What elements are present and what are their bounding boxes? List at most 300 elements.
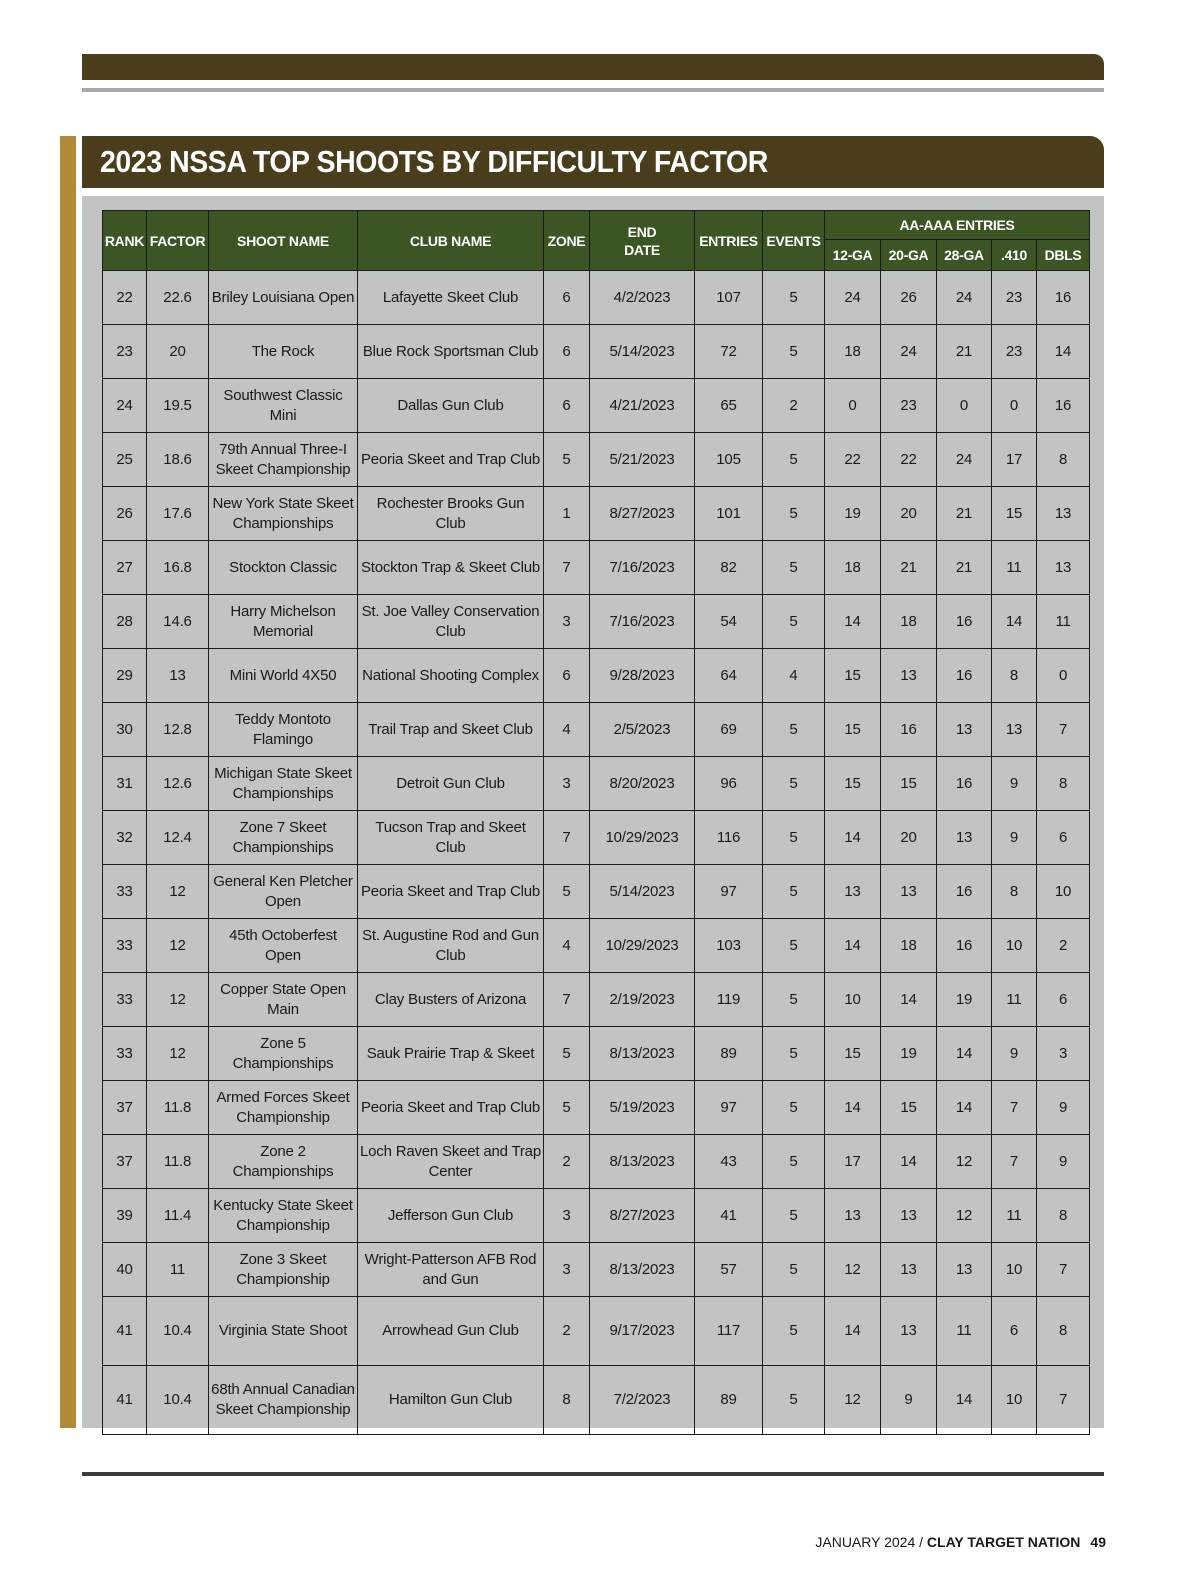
- cell-shoot-name: The Rock: [209, 325, 358, 379]
- cell-shoot-name: Copper State Open Main: [209, 973, 358, 1027]
- cell-410: 9: [992, 1027, 1037, 1081]
- cell-zone: 6: [544, 271, 590, 325]
- cell-dbls: 7: [1037, 1243, 1090, 1297]
- header-410: .410: [992, 240, 1037, 271]
- cell-factor: 11.4: [147, 1189, 209, 1243]
- cell-events: 5: [763, 919, 825, 973]
- cell-dbls: 8: [1037, 433, 1090, 487]
- cell-club-name: Lafayette Skeet Club: [358, 271, 544, 325]
- cell-410: 10: [992, 919, 1037, 973]
- cell-end-date: 5/21/2023: [590, 433, 695, 487]
- header-end-date-line2: DATE: [624, 241, 660, 258]
- cell-20-ga: 20: [881, 487, 937, 541]
- cell-rank: 40: [103, 1243, 147, 1297]
- cell-club-name: Rochester Brooks Gun Club: [358, 487, 544, 541]
- cell-dbls: 9: [1037, 1135, 1090, 1189]
- cell-12-ga: 13: [825, 1189, 881, 1243]
- cell-events: 5: [763, 703, 825, 757]
- cell-entries: 97: [695, 1081, 763, 1135]
- cell-factor: 12: [147, 865, 209, 919]
- cell-28-ga: 13: [937, 811, 992, 865]
- cell-shoot-name: Mini World 4X50: [209, 649, 358, 703]
- cell-club-name: National Shooting Complex: [358, 649, 544, 703]
- cell-shoot-name: Harry Michelson Memorial: [209, 595, 358, 649]
- cell-410: 7: [992, 1081, 1037, 1135]
- cell-dbls: 8: [1037, 1189, 1090, 1243]
- cell-410: 11: [992, 973, 1037, 1027]
- table-row: [103, 703, 1090, 757]
- cell-entries: 41: [695, 1189, 763, 1243]
- cell-410: 0: [992, 379, 1037, 433]
- cell-zone: 5: [544, 1027, 590, 1081]
- cell-410: 7: [992, 1135, 1037, 1189]
- cell-dbls: 16: [1037, 379, 1090, 433]
- side-accent-bar: [60, 136, 76, 1428]
- cell-entries: 57: [695, 1243, 763, 1297]
- cell-entries: 89: [695, 1027, 763, 1081]
- cell-shoot-name: Zone 2 Championships: [209, 1135, 358, 1189]
- cell-20-ga: 22: [881, 433, 937, 487]
- cell-factor: 22.6: [147, 271, 209, 325]
- cell-factor: 11.8: [147, 1081, 209, 1135]
- cell-entries: 105: [695, 433, 763, 487]
- header-shoot-name: SHOOT NAME: [209, 211, 358, 271]
- cell-entries: 82: [695, 541, 763, 595]
- cell-end-date: 7/16/2023: [590, 541, 695, 595]
- table-row: [103, 595, 1090, 649]
- cell-28-ga: 16: [937, 595, 992, 649]
- cell-entries: 107: [695, 271, 763, 325]
- header-12-ga: 12-GA: [825, 240, 881, 271]
- cell-28-ga: 16: [937, 757, 992, 811]
- cell-rank: 33: [103, 865, 147, 919]
- cell-28-ga: 13: [937, 703, 992, 757]
- cell-shoot-name: New York State Skeet Championships: [209, 487, 358, 541]
- cell-factor: 12.6: [147, 757, 209, 811]
- cell-entries: 64: [695, 649, 763, 703]
- cell-20-ga: 18: [881, 595, 937, 649]
- header-entries: ENTRIES: [695, 211, 763, 271]
- cell-28-ga: 21: [937, 325, 992, 379]
- cell-rank: 32: [103, 811, 147, 865]
- cell-zone: 3: [544, 1189, 590, 1243]
- cell-zone: 7: [544, 541, 590, 595]
- table-row: [103, 973, 1090, 1027]
- cell-12-ga: 10: [825, 973, 881, 1027]
- cell-rank: 26: [103, 487, 147, 541]
- cell-dbls: 9: [1037, 1081, 1090, 1135]
- cell-dbls: 7: [1037, 703, 1090, 757]
- cell-dbls: 6: [1037, 811, 1090, 865]
- cell-28-ga: 24: [937, 271, 992, 325]
- cell-20-ga: 26: [881, 271, 937, 325]
- cell-410: 23: [992, 325, 1037, 379]
- cell-club-name: Loch Raven Skeet and Trap Center: [358, 1135, 544, 1189]
- cell-zone: 7: [544, 811, 590, 865]
- cell-rank: 27: [103, 541, 147, 595]
- cell-shoot-name: General Ken Pletcher Open: [209, 865, 358, 919]
- cell-12-ga: 17: [825, 1135, 881, 1189]
- cell-28-ga: 12: [937, 1189, 992, 1243]
- cell-zone: 5: [544, 433, 590, 487]
- cell-rank: 29: [103, 649, 147, 703]
- table-row: [103, 433, 1090, 487]
- cell-12-ga: 15: [825, 757, 881, 811]
- cell-club-name: Peoria Skeet and Trap Club: [358, 865, 544, 919]
- cell-28-ga: 21: [937, 487, 992, 541]
- footer-issue: JANUARY 2024 /: [815, 1534, 927, 1550]
- cell-rank: 33: [103, 919, 147, 973]
- table-row: [103, 1243, 1090, 1297]
- cell-zone: 6: [544, 649, 590, 703]
- cell-shoot-name: Zone 7 Skeet Championships: [209, 811, 358, 865]
- cell-12-ga: 13: [825, 865, 881, 919]
- cell-club-name: Clay Busters of Arizona: [358, 973, 544, 1027]
- table-row: [103, 325, 1090, 379]
- cell-12-ga: 14: [825, 1297, 881, 1366]
- cell-20-ga: 13: [881, 1297, 937, 1366]
- cell-dbls: 11: [1037, 595, 1090, 649]
- table-row: [103, 271, 1090, 325]
- cell-20-ga: 18: [881, 919, 937, 973]
- cell-410: 9: [992, 811, 1037, 865]
- cell-shoot-name: Southwest Classic Mini: [209, 379, 358, 433]
- cell-shoot-name: Teddy Montoto Flamingo: [209, 703, 358, 757]
- cell-410: 11: [992, 1189, 1037, 1243]
- cell-20-ga: 13: [881, 1189, 937, 1243]
- header-end-date: [590, 211, 695, 271]
- cell-shoot-name: Armed Forces Skeet Championship: [209, 1081, 358, 1135]
- cell-rank: 33: [103, 973, 147, 1027]
- cell-events: 2: [763, 379, 825, 433]
- header-aa-aaa-entries: AA-AAA ENTRIES: [825, 211, 1090, 240]
- cell-end-date: 8/13/2023: [590, 1135, 695, 1189]
- table-row: [103, 811, 1090, 865]
- cell-dbls: 2: [1037, 919, 1090, 973]
- cell-20-ga: 20: [881, 811, 937, 865]
- cell-end-date: 2/19/2023: [590, 973, 695, 1027]
- cell-dbls: 13: [1037, 541, 1090, 595]
- cell-zone: 7: [544, 973, 590, 1027]
- table-row: [103, 649, 1090, 703]
- header-factor: FACTOR: [147, 211, 209, 271]
- cell-410: 6: [992, 1297, 1037, 1366]
- cell-end-date: 9/17/2023: [590, 1297, 695, 1366]
- cell-20-ga: 23: [881, 379, 937, 433]
- cell-club-name: St. Joe Valley Conservation Club: [358, 595, 544, 649]
- cell-12-ga: 22: [825, 433, 881, 487]
- page-number: 49: [1090, 1534, 1106, 1550]
- cell-zone: 2: [544, 1135, 590, 1189]
- cell-entries: 72: [695, 325, 763, 379]
- cell-end-date: 4/21/2023: [590, 379, 695, 433]
- cell-rank: 37: [103, 1081, 147, 1135]
- cell-end-date: 8/27/2023: [590, 1189, 695, 1243]
- cell-12-ga: 14: [825, 1081, 881, 1135]
- cell-end-date: 10/29/2023: [590, 919, 695, 973]
- cell-events: 5: [763, 1297, 825, 1366]
- cell-club-name: Blue Rock Sportsman Club: [358, 325, 544, 379]
- cell-club-name: Dallas Gun Club: [358, 379, 544, 433]
- cell-dbls: 7: [1037, 1366, 1090, 1435]
- cell-entries: 69: [695, 703, 763, 757]
- cell-28-ga: 14: [937, 1081, 992, 1135]
- table-row: [103, 1189, 1090, 1243]
- cell-20-ga: 9: [881, 1366, 937, 1435]
- cell-zone: 3: [544, 1243, 590, 1297]
- title-banner: [82, 136, 1104, 188]
- cell-20-ga: 15: [881, 1081, 937, 1135]
- cell-events: 5: [763, 1189, 825, 1243]
- bottom-rule: [82, 1472, 1104, 1476]
- cell-entries: 116: [695, 811, 763, 865]
- table-row: [103, 757, 1090, 811]
- cell-end-date: 5/14/2023: [590, 865, 695, 919]
- cell-zone: 6: [544, 379, 590, 433]
- cell-12-ga: 18: [825, 541, 881, 595]
- cell-20-ga: 13: [881, 865, 937, 919]
- cell-events: 5: [763, 271, 825, 325]
- cell-events: 4: [763, 649, 825, 703]
- cell-410: 14: [992, 595, 1037, 649]
- cell-factor: 19.5: [147, 379, 209, 433]
- cell-end-date: 10/29/2023: [590, 811, 695, 865]
- cell-entries: 96: [695, 757, 763, 811]
- cell-end-date: 7/16/2023: [590, 595, 695, 649]
- table-row: [103, 1297, 1090, 1366]
- table-row: [103, 1135, 1090, 1189]
- table-body: [103, 271, 1090, 1435]
- cell-410: 15: [992, 487, 1037, 541]
- cell-dbls: 13: [1037, 487, 1090, 541]
- cell-zone: 5: [544, 1081, 590, 1135]
- cell-410: 10: [992, 1243, 1037, 1297]
- cell-dbls: 8: [1037, 1297, 1090, 1366]
- cell-rank: 23: [103, 325, 147, 379]
- cell-entries: 103: [695, 919, 763, 973]
- table-row: [103, 541, 1090, 595]
- cell-end-date: 7/2/2023: [590, 1366, 695, 1435]
- header-end-date-line1: END: [627, 223, 657, 240]
- cell-shoot-name: 79th Annual Three-I Skeet Championship: [209, 433, 358, 487]
- top-decorative-bar: [82, 54, 1104, 80]
- cell-28-ga: 16: [937, 649, 992, 703]
- cell-12-ga: 14: [825, 595, 881, 649]
- cell-rank: 33: [103, 1027, 147, 1081]
- cell-20-ga: 19: [881, 1027, 937, 1081]
- cell-entries: 54: [695, 595, 763, 649]
- header-events: EVENTS: [763, 211, 825, 271]
- cell-zone: 3: [544, 757, 590, 811]
- cell-end-date: 9/28/2023: [590, 649, 695, 703]
- cell-club-name: Hamilton Gun Club: [358, 1366, 544, 1435]
- cell-entries: 89: [695, 1366, 763, 1435]
- top-rule: [82, 88, 1104, 92]
- cell-28-ga: 12: [937, 1135, 992, 1189]
- cell-shoot-name: Kentucky State Skeet Championship: [209, 1189, 358, 1243]
- cell-410: 23: [992, 271, 1037, 325]
- cell-12-ga: 24: [825, 271, 881, 325]
- cell-rank: 37: [103, 1135, 147, 1189]
- cell-410: 8: [992, 649, 1037, 703]
- cell-events: 5: [763, 757, 825, 811]
- cell-factor: 11.8: [147, 1135, 209, 1189]
- cell-12-ga: 15: [825, 649, 881, 703]
- cell-shoot-name: Stockton Classic: [209, 541, 358, 595]
- cell-410: 10: [992, 1366, 1037, 1435]
- cell-12-ga: 15: [825, 1027, 881, 1081]
- cell-factor: 11: [147, 1243, 209, 1297]
- cell-410: 11: [992, 541, 1037, 595]
- cell-zone: 4: [544, 919, 590, 973]
- header-20-ga: 20-GA: [881, 240, 937, 271]
- footer-magazine: CLAY TARGET NATION: [926, 1534, 1081, 1550]
- cell-club-name: Jefferson Gun Club: [358, 1189, 544, 1243]
- cell-28-ga: 16: [937, 919, 992, 973]
- cell-factor: 20: [147, 325, 209, 379]
- cell-end-date: 8/13/2023: [590, 1027, 695, 1081]
- cell-factor: 12.8: [147, 703, 209, 757]
- cell-28-ga: 11: [937, 1297, 992, 1366]
- cell-entries: 101: [695, 487, 763, 541]
- cell-events: 5: [763, 865, 825, 919]
- table-row: [103, 379, 1090, 433]
- cell-rank: 41: [103, 1297, 147, 1366]
- cell-zone: 1: [544, 487, 590, 541]
- cell-events: 5: [763, 541, 825, 595]
- cell-club-name: Arrowhead Gun Club: [358, 1297, 544, 1366]
- header-rank: RANK: [103, 211, 147, 271]
- cell-events: 5: [763, 433, 825, 487]
- cell-entries: 65: [695, 379, 763, 433]
- cell-dbls: 3: [1037, 1027, 1090, 1081]
- cell-entries: 119: [695, 973, 763, 1027]
- cell-entries: 97: [695, 865, 763, 919]
- cell-12-ga: 12: [825, 1243, 881, 1297]
- cell-club-name: Tucson Trap and Skeet Club: [358, 811, 544, 865]
- cell-20-ga: 15: [881, 757, 937, 811]
- table-row: [103, 865, 1090, 919]
- cell-end-date: 5/14/2023: [590, 325, 695, 379]
- cell-factor: 12.4: [147, 811, 209, 865]
- cell-factor: 12: [147, 973, 209, 1027]
- cell-events: 5: [763, 1081, 825, 1135]
- table-row: [103, 1027, 1090, 1081]
- cell-28-ga: 13: [937, 1243, 992, 1297]
- cell-club-name: Sauk Prairie Trap & Skeet: [358, 1027, 544, 1081]
- cell-club-name: St. Augustine Rod and Gun Club: [358, 919, 544, 973]
- cell-factor: 17.6: [147, 487, 209, 541]
- cell-end-date: 4/2/2023: [590, 271, 695, 325]
- cell-zone: 2: [544, 1297, 590, 1366]
- cell-28-ga: 21: [937, 541, 992, 595]
- cell-entries: 43: [695, 1135, 763, 1189]
- cell-12-ga: 15: [825, 703, 881, 757]
- cell-410: 13: [992, 703, 1037, 757]
- cell-12-ga: 14: [825, 811, 881, 865]
- cell-12-ga: 18: [825, 325, 881, 379]
- table-row: [103, 1081, 1090, 1135]
- cell-events: 5: [763, 1027, 825, 1081]
- cell-dbls: 14: [1037, 325, 1090, 379]
- cell-12-ga: 12: [825, 1366, 881, 1435]
- cell-factor: 14.6: [147, 595, 209, 649]
- cell-12-ga: 14: [825, 919, 881, 973]
- cell-20-ga: 21: [881, 541, 937, 595]
- cell-zone: 3: [544, 595, 590, 649]
- page-footer: [815, 1534, 1106, 1550]
- cell-events: 5: [763, 325, 825, 379]
- table-row: [103, 1366, 1090, 1435]
- cell-dbls: 8: [1037, 757, 1090, 811]
- cell-20-ga: 14: [881, 1135, 937, 1189]
- cell-end-date: 8/13/2023: [590, 1243, 695, 1297]
- cell-rank: 31: [103, 757, 147, 811]
- cell-410: 8: [992, 865, 1037, 919]
- cell-club-name: Peoria Skeet and Trap Club: [358, 433, 544, 487]
- cell-factor: 13: [147, 649, 209, 703]
- cell-events: 5: [763, 1366, 825, 1435]
- cell-factor: 12: [147, 919, 209, 973]
- cell-dbls: 6: [1037, 973, 1090, 1027]
- shoots-table: [102, 210, 1090, 1435]
- header-club-name: CLUB NAME: [358, 211, 544, 271]
- cell-rank: 41: [103, 1366, 147, 1435]
- cell-20-ga: 24: [881, 325, 937, 379]
- cell-28-ga: 16: [937, 865, 992, 919]
- cell-20-ga: 13: [881, 1243, 937, 1297]
- cell-zone: 8: [544, 1366, 590, 1435]
- cell-28-ga: 19: [937, 973, 992, 1027]
- cell-factor: 10.4: [147, 1297, 209, 1366]
- cell-entries: 117: [695, 1297, 763, 1366]
- cell-factor: 12: [147, 1027, 209, 1081]
- cell-club-name: Stockton Trap & Skeet Club: [358, 541, 544, 595]
- table-panel: [82, 196, 1104, 1428]
- cell-dbls: 16: [1037, 271, 1090, 325]
- cell-factor: 16.8: [147, 541, 209, 595]
- cell-shoot-name: 45th Octoberfest Open: [209, 919, 358, 973]
- cell-20-ga: 14: [881, 973, 937, 1027]
- cell-28-ga: 0: [937, 379, 992, 433]
- cell-rank: 25: [103, 433, 147, 487]
- cell-shoot-name: Virginia State Shoot: [209, 1297, 358, 1366]
- cell-events: 5: [763, 595, 825, 649]
- cell-shoot-name: Briley Louisiana Open: [209, 271, 358, 325]
- cell-factor: 10.4: [147, 1366, 209, 1435]
- header-28-ga: 28-GA: [937, 240, 992, 271]
- cell-20-ga: 16: [881, 703, 937, 757]
- cell-zone: 6: [544, 325, 590, 379]
- cell-410: 17: [992, 433, 1037, 487]
- cell-12-ga: 19: [825, 487, 881, 541]
- cell-events: 5: [763, 1135, 825, 1189]
- cell-club-name: Peoria Skeet and Trap Club: [358, 1081, 544, 1135]
- cell-end-date: 2/5/2023: [590, 703, 695, 757]
- cell-events: 5: [763, 811, 825, 865]
- cell-zone: 5: [544, 865, 590, 919]
- cell-zone: 4: [544, 703, 590, 757]
- cell-rank: 24: [103, 379, 147, 433]
- cell-rank: 22: [103, 271, 147, 325]
- cell-shoot-name: Zone 5 Championships: [209, 1027, 358, 1081]
- cell-rank: 28: [103, 595, 147, 649]
- cell-rank: 30: [103, 703, 147, 757]
- cell-factor: 18.6: [147, 433, 209, 487]
- cell-20-ga: 13: [881, 649, 937, 703]
- cell-28-ga: 14: [937, 1366, 992, 1435]
- cell-club-name: Detroit Gun Club: [358, 757, 544, 811]
